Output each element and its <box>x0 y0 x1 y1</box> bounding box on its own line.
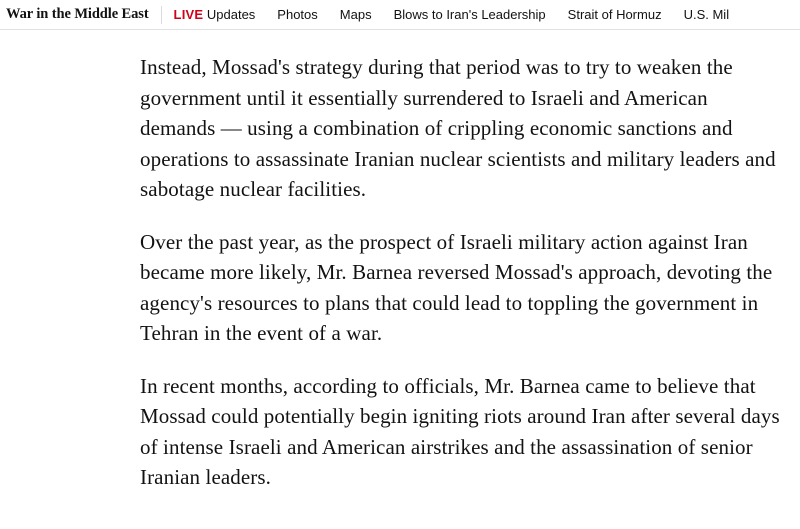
article-paragraph: Over the past year, as the prospect of Israeli military action against Iran became more likely, Mr. Barnea reversed Mossad's approach, devoting the agency's resources to plans that could lead to toppling the government in Tehran in the event of a war. <box>140 229 773 345</box>
nav-item-strait-of-hormuz[interactable] <box>557 7 673 22</box>
nav-item-label: Strait of Hormuz <box>567 7 662 22</box>
nav-item-label: Blows to Iran's Leadership <box>393 7 546 22</box>
nav-item-us-military[interactable] <box>673 7 741 22</box>
section-title: War in the Middle East <box>6 6 149 22</box>
nav-item-live-updates[interactable] <box>174 7 267 22</box>
nav-item-label: Photos <box>277 7 318 22</box>
nav-divider <box>161 6 162 24</box>
nav-item-blows-to-irans-leadership[interactable] <box>383 7 557 22</box>
nav-item-photos[interactable] <box>266 7 328 22</box>
nav-item-label: Maps <box>339 7 372 22</box>
article-column <box>140 52 788 493</box>
nav-item-label: Updates <box>206 7 256 22</box>
article-paragraph: Instead, Mossad's strategy during that period was to try to weaken the government until it essentially surrendered to Israeli and American demands — using a combination of crippling economic sanctions and operations to assassinate Iranian nuclear scientists and military leaders and sabotage nuclear facilities. <box>140 55 776 201</box>
nav-item-maps[interactable] <box>329 7 383 22</box>
section-navigation-bar <box>0 0 800 30</box>
article-paragraph: In recent months, according to officials, Mr. Barnea came to believe that Mossad could potentially begin igniting riots around Iran after several days of intense Israeli and American airstrikes and the assassination of senior Iranian leaders. <box>140 373 780 489</box>
live-badge: LIVE <box>173 7 204 22</box>
nav-item-label: U.S. Mil <box>683 7 730 22</box>
article-body <box>0 30 800 493</box>
